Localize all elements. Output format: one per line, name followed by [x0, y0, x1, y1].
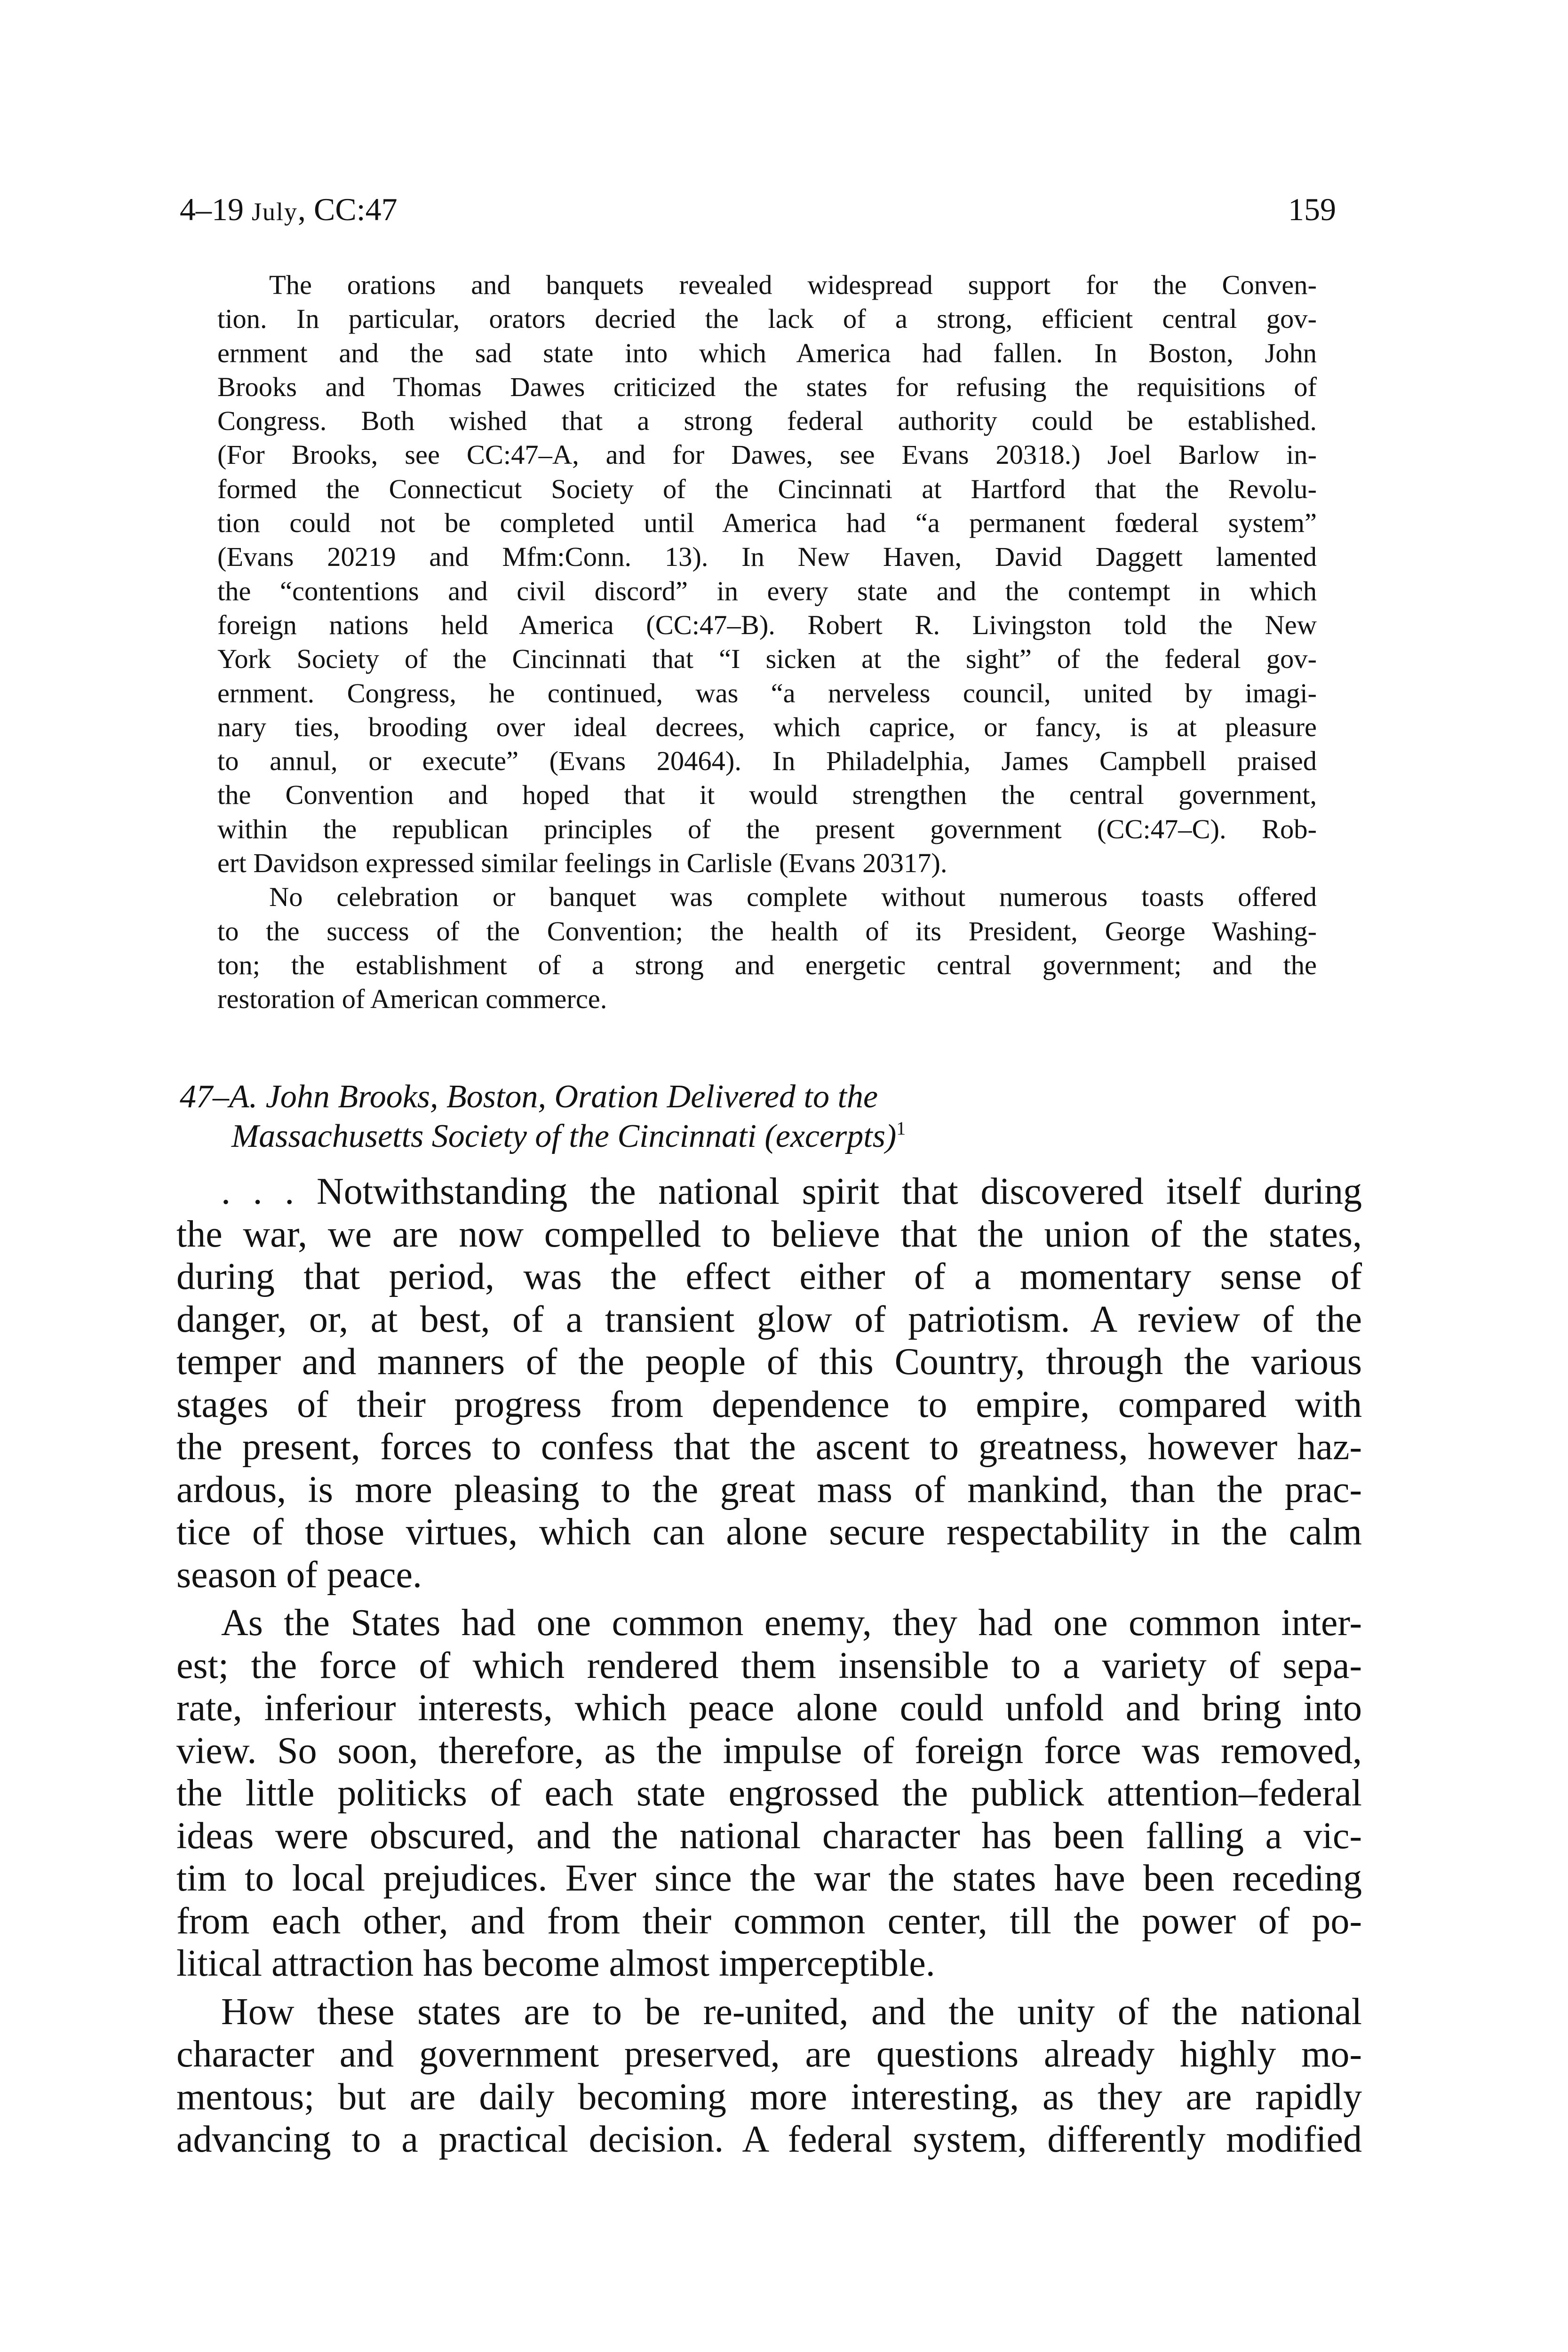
text-line: view. So soon, therefore, as the impulse of foreign force was removed, [176, 1730, 1362, 1772]
text-line: the “contentions and civil discord” in every state and the contempt in which [217, 575, 1317, 606]
text-line: stages of their progress from dependence to empire, compared with [176, 1383, 1362, 1425]
text-line: How these states are to be re-united, and the unity of the national [221, 1991, 1362, 2033]
text-line: from each other, and from their common center, till the power of po- [176, 1900, 1362, 1942]
text-line: ideas were obscured, and the national character has been falling a vic- [176, 1815, 1362, 1857]
text-line: within the republican principles of the present government (CC:47–C). Rob- [217, 813, 1317, 844]
text-line: the war, we are now compelled to believe that the union of the states, [176, 1213, 1362, 1255]
text-line: formed the Connecticut Society of the Cincinnati at Hartford that the Revolu- [217, 473, 1317, 504]
page-number: 159 [1288, 191, 1336, 227]
text-line: temper and manners of the people of this Country, through the various [176, 1341, 1362, 1383]
text-line: litical attraction has become almost imperceptible. [176, 1943, 935, 1984]
document-heading-line: 47–A. John Brooks, Boston, Oration Delivered to the [180, 1079, 878, 1115]
text-line: ert Davidson expressed similar feelings in Carlisle (Evans 20317). [217, 848, 947, 879]
document-heading-text: Massachusetts Society of the Cincinnati (excerpts) [231, 1118, 897, 1154]
text-line: rate, inferiour interests, which peace alone could unfold and bring into [176, 1687, 1362, 1729]
text-line: ton; the establishment of a strong and energetic central government; and the [217, 949, 1317, 980]
document-heading [180, 1077, 906, 1156]
document-heading-line [180, 1117, 906, 1156]
text-line: (Evans 20219 and Mfm:Conn. 13). In New Haven, David Daggett lamented [217, 541, 1317, 572]
text-line: the little politicks of each state engrossed the publick attention–federal [176, 1772, 1362, 1814]
running-head-document: , CC:47 [298, 191, 398, 227]
text-line: est; the force of which rendered them insensible to a variety of sepa- [176, 1645, 1362, 1686]
oration-excerpt [176, 1170, 1362, 2161]
paragraph-gap [176, 1985, 1362, 1991]
text-line: tion could not be completed until America had “a permanent fœderal system” [217, 508, 1317, 539]
text-line: advancing to a practical decision. A federal system, differently modified [176, 2119, 1362, 2160]
text-line: . . . Notwithstanding the national spirit that discovered itself during [221, 1171, 1362, 1212]
text-line: As the States had one common enemy, they had one common inter- [221, 1602, 1362, 1644]
running-head [180, 191, 398, 230]
text-line: ernment and the sad state into which America had fallen. In Boston, John [217, 337, 1317, 368]
text-line: to annul, or execute” (Evans 20464). In Philadelphia, James Campbell praised [217, 746, 1317, 777]
text-line: to the success of the Convention; the health of its President, George Washing- [217, 915, 1317, 946]
text-line: restoration of American commerce. [217, 984, 607, 1015]
text-line: nary ties, brooding over ideal decrees, which caprice, or fancy, is at pleasure [217, 711, 1317, 742]
text-line: York Society of the Cincinnati that “I sicken at the sight” of the federal gov- [217, 644, 1317, 675]
text-line: character and government preserved, are questions already highly mo- [176, 2034, 1362, 2075]
text-line: (For Brooks, see CC:47–A, and for Dawes, see Evans 20318.) Joel Barlow in- [217, 439, 1317, 470]
text-line: The orations and banquets revealed widespread support for the Conven- [269, 270, 1317, 300]
text-line: ardous, is more pleasing to the great mass of mankind, than the prac- [176, 1469, 1362, 1510]
text-line: Congress. Both wished that a strong federal authority could be established. [217, 405, 1317, 437]
text-line: the present, forces to confess that the ascent to greatness, however haz- [176, 1426, 1362, 1468]
text-line: mentous; but are daily becoming more interesting, as they are rapidly [176, 2076, 1362, 2118]
paragraph-gap [176, 1596, 1362, 1602]
editorial-note [217, 268, 1317, 1017]
text-line: tice of those virtues, which can alone secure respectability in the calm [176, 1511, 1362, 1553]
running-head-date: 4–19 [180, 191, 252, 227]
text-line: danger, or, at best, of a transient glow of patriotism. A review of the [176, 1298, 1362, 1340]
text-line: ernment. Congress, he continued, was “a nerveless council, united by imagi- [217, 677, 1317, 708]
footnote-reference: 1 [896, 1118, 906, 1139]
text-line: tim to local prejudices. Ever since the war the states have been receding [176, 1858, 1362, 1899]
text-line: tion. In particular, orators decried the lack of a strong, efficient central gov- [217, 303, 1317, 334]
text-line: the Convention and hoped that it would strengthen the central government, [217, 779, 1317, 810]
text-line: Brooks and Thomas Dawes criticized the states for refusing the requisitions of [217, 371, 1317, 402]
text-line: No celebration or banquet was complete without numerous toasts offered [269, 882, 1317, 913]
text-line: season of peace. [176, 1554, 422, 1596]
text-line: foreign nations held America (CC:47–B). Robert R. Livingston told the New [217, 609, 1317, 640]
text-line: during that period, was the effect either of a momentary sense of [176, 1256, 1362, 1297]
running-head-month: July [252, 198, 298, 226]
